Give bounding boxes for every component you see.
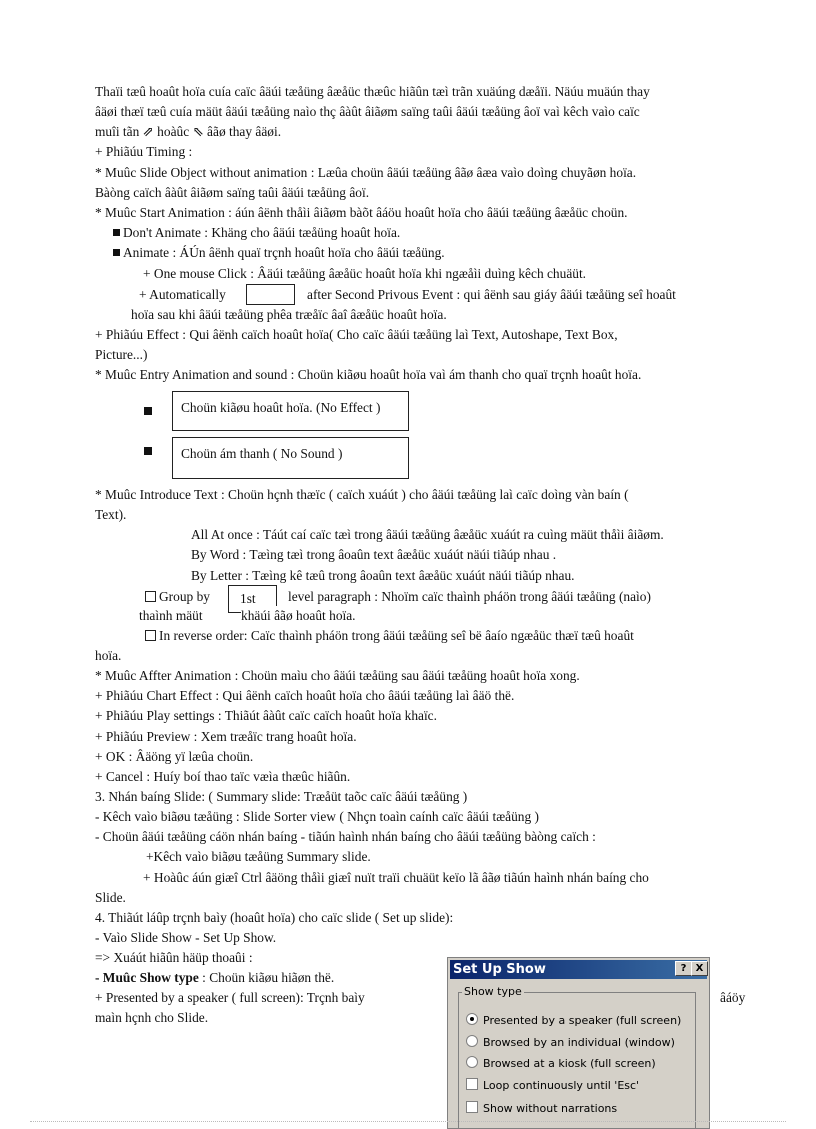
dialog-title: Set Up Show: [450, 960, 707, 979]
para-line: Text).: [95, 507, 127, 522]
section-heading: + Phiãúu Effect : Qui âënh caïch hoaût hoïa( Cho caïc âäúi tæåüng laì Text, Autoshape, Text Box,: [95, 327, 618, 342]
para-line: + Presented by a speaker ( full screen): Trçnh baìy: [95, 990, 365, 1005]
para-line: hoïa sau khi âäúi tæåüng phêa træåïc âaî âæåüc hoaût hoïa.: [131, 307, 447, 322]
para-line: âäøi thæï tæû cuía mäüt âäúi tæåüng naìo thç âàût âiãøm saïng taûi âäúi tæåüng âoï vaì kêch vaìo caïc: [95, 104, 640, 119]
section-heading: + Phiãúu Timing :: [95, 144, 193, 159]
radio-icon[interactable]: [466, 1056, 478, 1068]
para-line: Slide.: [95, 890, 126, 905]
para-line: By Letter : Tæìng kê tæû trong âoaûn text âæåüc xuáút näúi tiãúp nhau.: [191, 568, 575, 583]
para-line: after Second Privous Event : qui âënh sau giáy âäúi tæåüng seî hoaût: [307, 287, 676, 302]
para-line: âáöy: [720, 990, 746, 1005]
para-line: All At once : Táút caí caïc tæì trong âäúi tæåüng âæåüc xuáút ra cuìng mäüt thåìi âiãøm.: [191, 527, 664, 542]
bullet-square-icon: [144, 447, 152, 455]
para-line: level paragraph : Nhoïm caïc thaình pháön trong âäúi tæåüng (naìo): [288, 589, 651, 604]
option-kiosk[interactable]: Browsed at a kiosk (full screen): [466, 1056, 656, 1070]
sound-dropdown[interactable]: Choün ám thanh ( No Sound ): [172, 437, 409, 479]
effect-dropdown[interactable]: Choün kiãøu hoaût hoïa. (No Effect ): [172, 391, 409, 431]
para-line: + One mouse Click : Âäúi tæåüng âæåüc hoaût hoïa khi ngæåìi duìng kêch chuäüt.: [143, 266, 587, 281]
bullet-square-icon: [113, 229, 120, 236]
para-line: khäúi âãø hoaût hoïa.: [241, 606, 356, 626]
section-heading: + Phiãúu Play settings : Thiãút âàût caïc caïch hoaût hoïa khaïc.: [95, 708, 437, 723]
para-line: maìn hçnh cho Slide.: [95, 1010, 209, 1025]
page-edge-divider: [30, 1121, 786, 1122]
para-line: - Muûc Show type : Choün kiãøu hiãøn thë.: [95, 970, 335, 985]
radio-selected-icon[interactable]: [466, 1013, 478, 1025]
para-line: +Kêch vaìo biãøu tæåüng Summary slide.: [146, 849, 371, 864]
bullet-item: Don't Animate : Khäng cho âäúi tæåüng hoaût hoïa.: [113, 223, 400, 243]
check-loop[interactable]: Loop continuously until 'Esc': [466, 1078, 639, 1092]
option-speaker[interactable]: Presented by a speaker (full screen): [466, 1013, 681, 1027]
para-line: Picture...): [95, 347, 148, 362]
checkbox-icon[interactable]: [466, 1078, 478, 1090]
para-line: Bàòng caïch âàût âiãøm saïng taûi âäúi tæåüng âoï.: [95, 185, 370, 200]
setup-show-dialog: [447, 957, 710, 1129]
help-button[interactable]: ?: [675, 961, 692, 976]
checkbox-icon[interactable]: [145, 630, 156, 641]
show-type-label: Show type: [464, 985, 522, 998]
para-line: thaình mäüt: [139, 608, 203, 623]
radio-icon[interactable]: [466, 1035, 478, 1047]
para-line: * Muûc Entry Animation and sound : Choün kiãøu hoaût hoïa vaì ám thanh cho quaï trçnh hoaût hoïa.: [95, 367, 642, 382]
bullet-item: Animate : ÁÚn âënh quaï trçnh hoaût hoïa cho âäúi tæåüng.: [113, 243, 445, 263]
para-line: - Kêch vaìo biãøu tæåüng : Slide Sorter view ( Nhçn toaìn caính caïc âäúi tæåüng ): [95, 809, 539, 824]
para-line: => Xuáút hiãûn häüp thoaûi :: [95, 950, 253, 965]
group-level-input[interactable]: 1st: [228, 585, 277, 613]
checkbox-icon[interactable]: [145, 591, 156, 602]
para-line: * Muûc Slide Object without animation : Læûa choün âäúi tæåüng âãø âæa vaìo doìng chuyãøn hoïa.: [95, 165, 637, 180]
para-line: - Vaìo Slide Show - Set Up Show.: [95, 930, 277, 945]
para-line: muîi tãn ⇗ hoàûc ⇖ âãø thay âäøi.: [95, 124, 282, 139]
close-button[interactable]: X: [691, 961, 708, 976]
para-line: * Muûc Affter Animation : Choün maìu cho âäúi tæåüng sau âäúi tæåüng hoaût hoïa xong.: [95, 668, 580, 683]
para-line: Thaïi tæû hoaût hoïa cuía caïc âäúi tæåüng âæåüc thæûc hiãûn tæì trãn xuäúng dæåïi. Näúu muäún thay: [95, 84, 650, 99]
bullet-square-icon: [113, 249, 120, 256]
para-line: * Muûc Introduce Text : Choün hçnh thæïc ( caïch xuáút ) cho âäúi tæåüng laì caïc doìng vàn baín (: [95, 487, 629, 502]
para-line: + Hoàûc áún giæî Ctrl âäöng thåìi giæî nuït traïi chuäüt keïo lã âãø tiãún haình nhán baíng cho: [143, 870, 649, 885]
para-line: hoïa.: [95, 648, 122, 663]
para-line: + Automatically: [139, 287, 226, 302]
para-line: * Muûc Start Animation : áún âënh thåìi âiãøm bàõt âáöu hoaût hoïa cho âäúi tæåüng âæåüc choün.: [95, 205, 628, 220]
reverse-order-checkbox[interactable]: In reverse order: Caïc thaình pháön trong âäúi tæåüng seî bë âaío ngæåüc thæï tæû hoaût: [145, 626, 634, 646]
group-by-checkbox[interactable]: Group by: [145, 587, 210, 607]
section-heading: + Phiãúu Preview : Xem træåïc trang hoaût hoïa.: [95, 729, 357, 744]
bullet-square-icon: [144, 407, 152, 415]
para-line: By Word : Tæìng tæì trong âoaûn text âæåüc xuáút näúi tiãúp nhau .: [191, 547, 557, 562]
section-heading: + Phiãúu Chart Effect : Qui âënh caïch hoaût hoïa cho âäúi tæåüng laì âäö thë.: [95, 688, 515, 703]
section-heading: 3. Nhán baíng Slide: ( Summary slide: Træåüt taõc caïc âäúi tæåüng ): [95, 789, 468, 804]
para-line: - Choün âäúi tæåüng cáön nhán baíng - tiãún haình nhán baíng cho âäúi tæåüng bàòng caïch :: [95, 829, 596, 844]
section-heading: 4. Thiãút láûp trçnh baìy (hoaût hoïa) cho caïc slide ( Set up slide):: [95, 910, 454, 925]
para-line: + Cancel : Huíy boí thao taïc væìa thæûc hiãûn.: [95, 769, 351, 784]
option-individual[interactable]: Browsed by an individual (window): [466, 1035, 675, 1049]
checkbox-icon[interactable]: [466, 1101, 478, 1113]
para-line: + OK : Âäöng yï læûa choün.: [95, 749, 254, 764]
check-narrations[interactable]: Show without narrations: [466, 1101, 617, 1115]
automatic-seconds-input[interactable]: [246, 284, 295, 305]
